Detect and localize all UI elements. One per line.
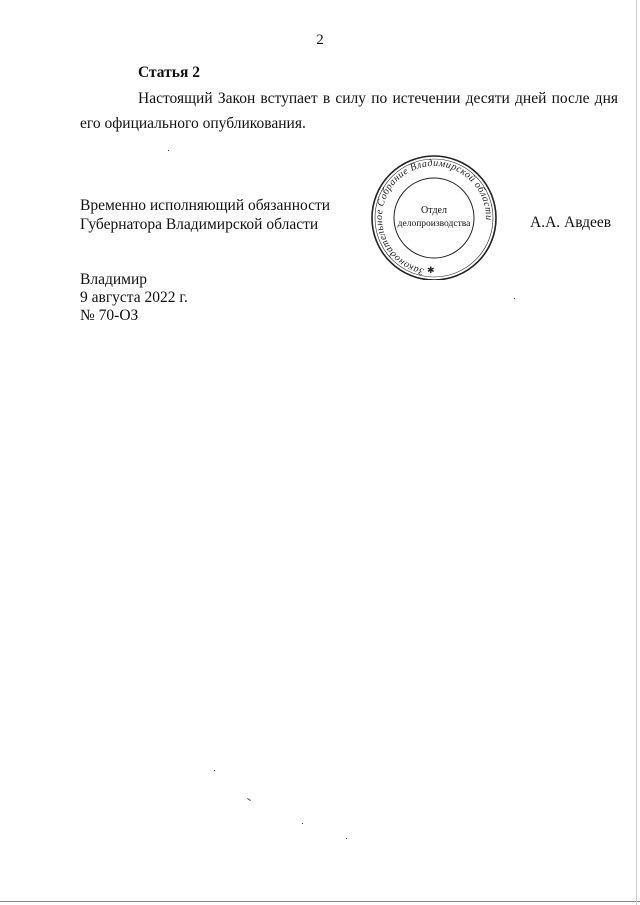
page-number: 2 (316, 32, 324, 48)
article-title: Статья 2 (138, 64, 200, 81)
official-seal (369, 154, 499, 280)
signer-name: А.А. Авдеев (530, 214, 612, 231)
scan-speck (514, 298, 515, 299)
law-number: № 70-ОЗ (80, 307, 139, 324)
scan-edge-right (636, 0, 637, 905)
seal-graphic (369, 154, 499, 280)
seal-center-line-2: делопроизводства (397, 219, 471, 229)
scan-speck (168, 150, 169, 151)
scan-speck (214, 770, 215, 771)
article-body: Настоящий Закон вступает в силу по истечении десяти дней после дня его официального опубликования. (80, 90, 618, 132)
seal-ring-text: Законодательное Собрание Владимирской области (373, 157, 495, 277)
signer-position (80, 196, 330, 234)
seal-center-line-1: Отдел (421, 205, 447, 216)
scan-speck (346, 838, 347, 839)
signer-position-line-1: Временно исполняющий обязанности (80, 197, 331, 214)
signing-city: Владимир (80, 271, 147, 288)
scan-speck (302, 823, 303, 824)
seal-star-icon: ✱ (427, 266, 435, 276)
signer-position-line-2: Губернатора Владимирской области (80, 216, 319, 233)
scan-speck (247, 798, 251, 801)
signing-date: 9 августа 2022 г. (80, 289, 188, 306)
signing-details (80, 271, 188, 325)
scan-edge-bottom (0, 901, 640, 902)
